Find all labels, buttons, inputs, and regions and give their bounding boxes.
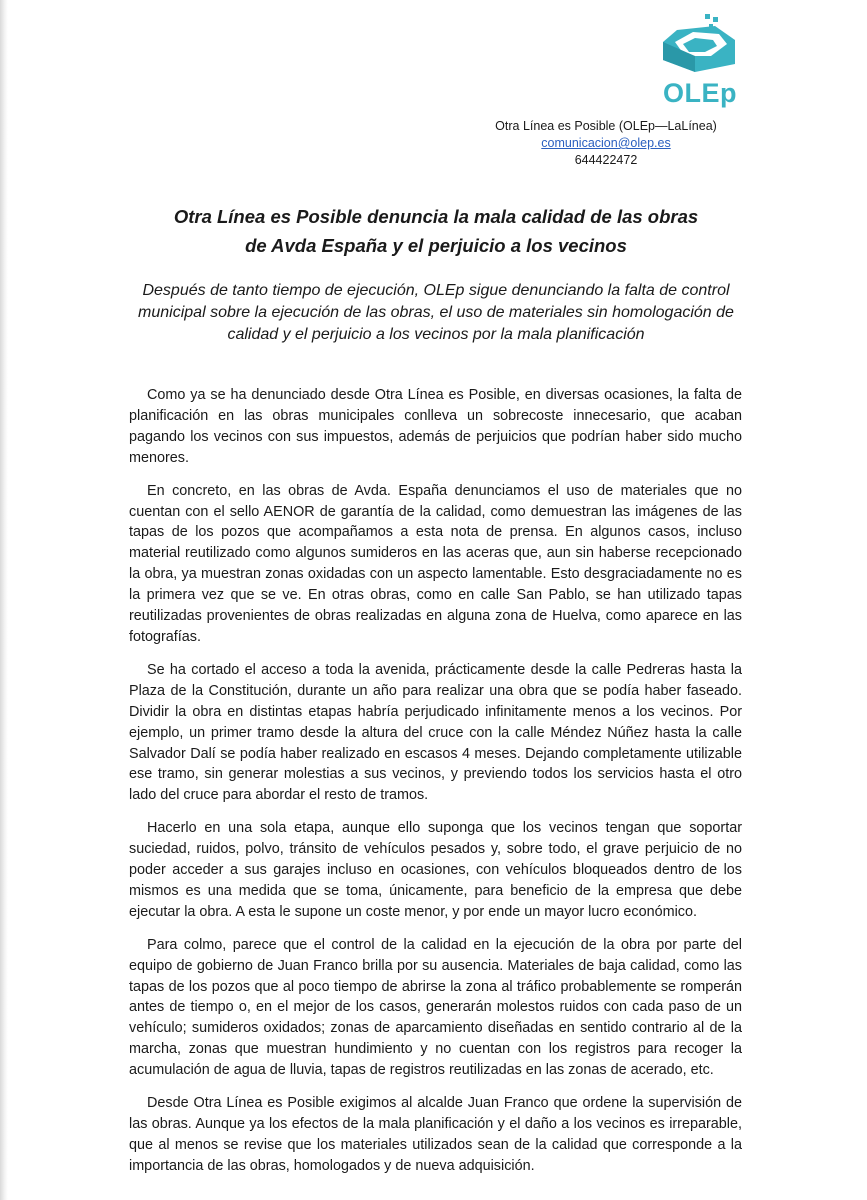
body-paragraph: En concreto, en las obras de Avda. España denunciamos el uso de materiales que no cuentan con el sello AENOR de garantía de la calidad, como demuestran las imágenes de las tapas de los pozos que acompañamos a esta nota de prensa. En algunos casos, incluso material reutilizado como algunos sumideros en las aceras que, aun sin haberse recepcionado la obra, ya muestran zonas oxidadas con un aspecto lamentable. Esto desgraciadamente no es la primera vez que se ve. En otras obras, como en calle San Pablo, se han utilizado tapas reutilizadas provenientes de obras realizadas en alguna zona de Huelva, como aparece en las fotografías.: [129, 482, 742, 645]
contact-org: Otra Línea es Posible (OLEp—LaLínea): [495, 119, 717, 133]
contact-email-link[interactable]: comunicacion@olep.es: [541, 136, 671, 150]
body-paragraph: Hacerlo en una sola etapa, aunque ello suponga que los vecinos tengan que soportar suciedad, ruidos, polvo, tránsito de vehículos pesados y, sobre todo, el grave perjuicio de no poder acceder a sus garajes incluso en ocasiones, con vehículos bloqueados dentro de los mismos es una medida que se toma, únicamente, para beneficio de la empresa que debe ejecutar la obra. A esta le supone un coste menor, y por ende un mayor lucro económico.: [129, 820, 742, 920]
body-paragraph: Para colmo, parece que el control de la calidad en la ejecución de la obra por parte del equipo de gobierno de Juan Franco brilla por su ausencia. Materiales de baja calidad, como las tapas de los pozos que al poco tiempo de abrirse la zona al tráfico probablemente se romperán antes de tiempo o, en el mejor de los casos, generarán molestos ruidos con cada paso de un vehículo; sumideros oxidados; zonas de aparcamiento diseñadas en sentido contrario al de la marcha, zonas que muestran hundimiento y no cuentan con los registros para recoger la acumulación de agua de lluvia, tapas de registros reutilizadas en las zonas de acerado, etc.: [129, 936, 742, 1079]
logo-text: OLEp: [663, 78, 737, 108]
press-release-title: [130, 202, 742, 260]
olep-logo: [655, 12, 745, 112]
logo-mark-icon: [655, 12, 745, 78]
page-edge-shadow: [0, 0, 8, 1200]
contact-block: [456, 118, 756, 169]
body-paragraph: Como ya se ha denunciado desde Otra Línea es Posible, en diversas ocasiones, la falta de planificación en las obras municipales conlleva un sobrecoste innecesario, que acaban pagando los vecinos con sus impuestos, además de perjuicios que podrían haber sido mucho menores.: [129, 387, 742, 466]
press-release-subtitle: Después de tanto tiempo de ejecución, OLEp sigue denunciando la falta de control municipal sobre la ejecución de las obras, el uso de materiales sin homologación de calidad y el perjuicio a los vecinos por la mala planificación: [138, 282, 734, 343]
contact-phone: 644422472: [574, 153, 638, 167]
title-line-2: de Avda España y el perjuicio a los vecinos: [245, 235, 627, 256]
press-release-body: [129, 385, 742, 1189]
body-paragraph: Se ha cortado el acceso a toda la avenida, prácticamente desde la calle Pedreras hasta la Plaza de la Constitución, durante un año para realizar una obra que se podía haber faseado. Dividir la obra en distintas etapas habría perjudicado infinitamente menos a los vecinos. Por ejemplo, un primer tramo desde la altura del cruce con la calle Méndez Núñez hasta la calle Salvador Dalí se podía haber realizado en escasos 4 meses. Dejando completamente utilizable ese tramo, sin generar molestias a sus vecinos, y previendo todos los servicios hasta el otro lado del cruce para abordar el resto de tramos.: [129, 661, 742, 804]
title-line-1: Otra Línea es Posible denuncia la mala calidad de las obras: [173, 206, 699, 227]
body-paragraph: Desde Otra Línea es Posible exigimos al alcalde Juan Franco que ordene la supervisión de las obras. Aunque ya los efectos de la mala planificación y el daño a los vecinos es irreparable, que al menos se revise que los materiales utilizados sean de la calidad que corresponde a la importancia de las obras, homologados y de nueva adquisición.: [129, 1095, 742, 1174]
